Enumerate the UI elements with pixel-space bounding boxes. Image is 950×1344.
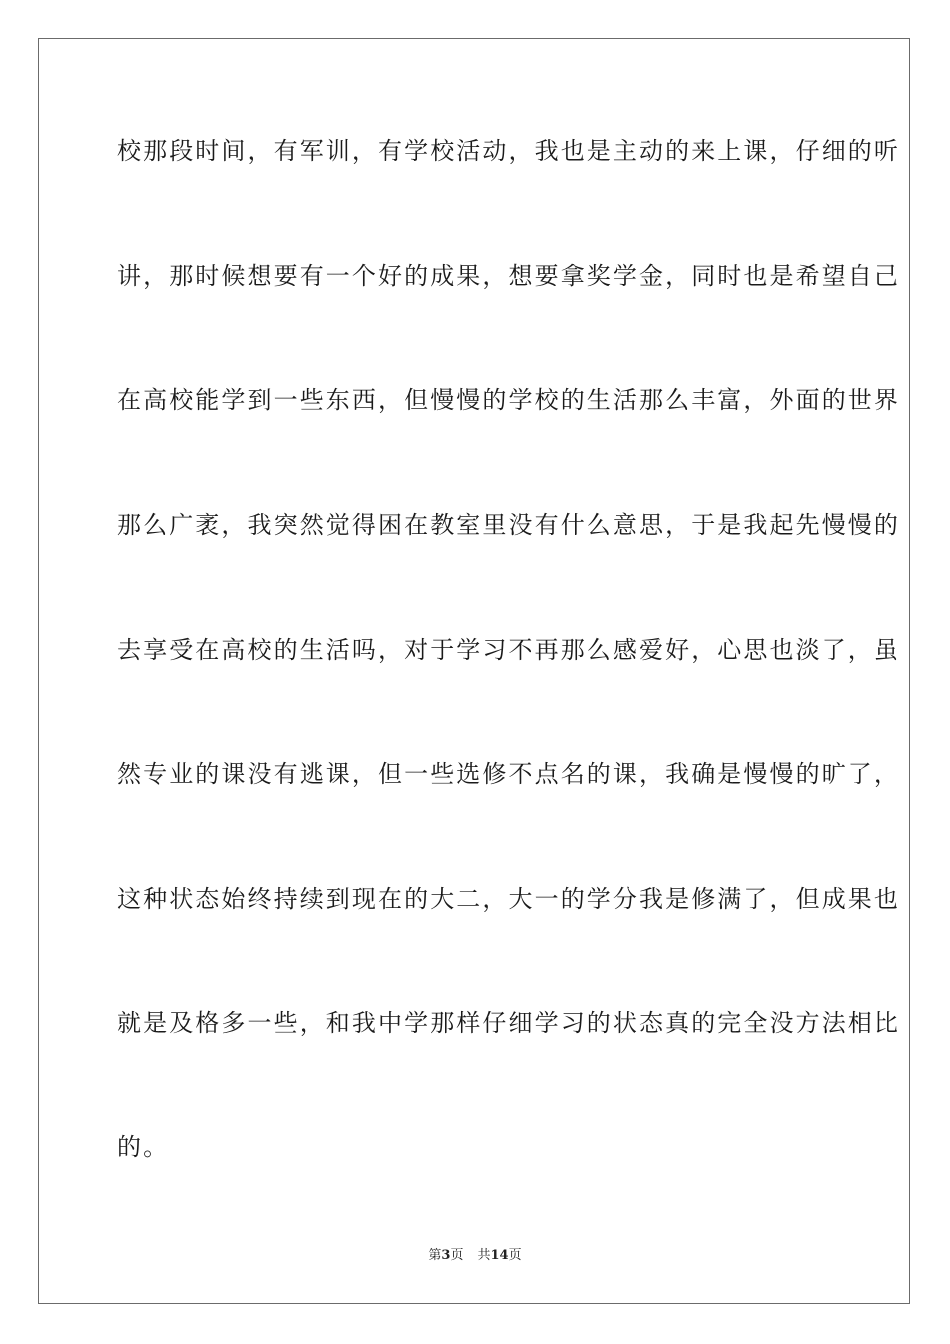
page-border	[38, 38, 910, 1304]
text-line: 讲，那时候想要有一个好的成果，想要拿奖学金，同时也是希望自己	[117, 262, 900, 290]
total-pages: 14	[490, 1248, 509, 1263]
text-line: 就是及格多一些，和我中学那样仔细学习的状态真的完全没方法相比	[117, 1009, 900, 1037]
total-suffix: 页	[508, 1248, 522, 1263]
text-line: 在高校能学到一些东西，但慢慢的学校的生活那么丰富，外面的世界	[117, 386, 900, 414]
page-number: 3	[441, 1248, 451, 1263]
page-prefix: 第	[428, 1248, 442, 1263]
page-suffix: 页	[450, 1248, 464, 1263]
total-prefix: 共	[477, 1248, 491, 1263]
text-line: 那么广袤，我突然觉得困在教室里没有什么意思，于是我起先慢慢的	[117, 511, 900, 539]
text-line: 然专业的课没有逃课，但一些选修不点名的课，我确是慢慢的旷了，	[117, 760, 900, 788]
text-line: 的。	[117, 1133, 170, 1161]
page-footer	[0, 1248, 950, 1264]
text-line: 校那段时间，有军训，有学校活动，我也是主动的来上课，仔细的听	[117, 137, 900, 165]
text-line: 这种状态始终持续到现在的大二，大一的学分我是修满了，但成果也	[117, 885, 900, 913]
text-line: 去享受在高校的生活吗，对于学习不再那么感爱好，心思也淡了，虽	[117, 636, 900, 664]
